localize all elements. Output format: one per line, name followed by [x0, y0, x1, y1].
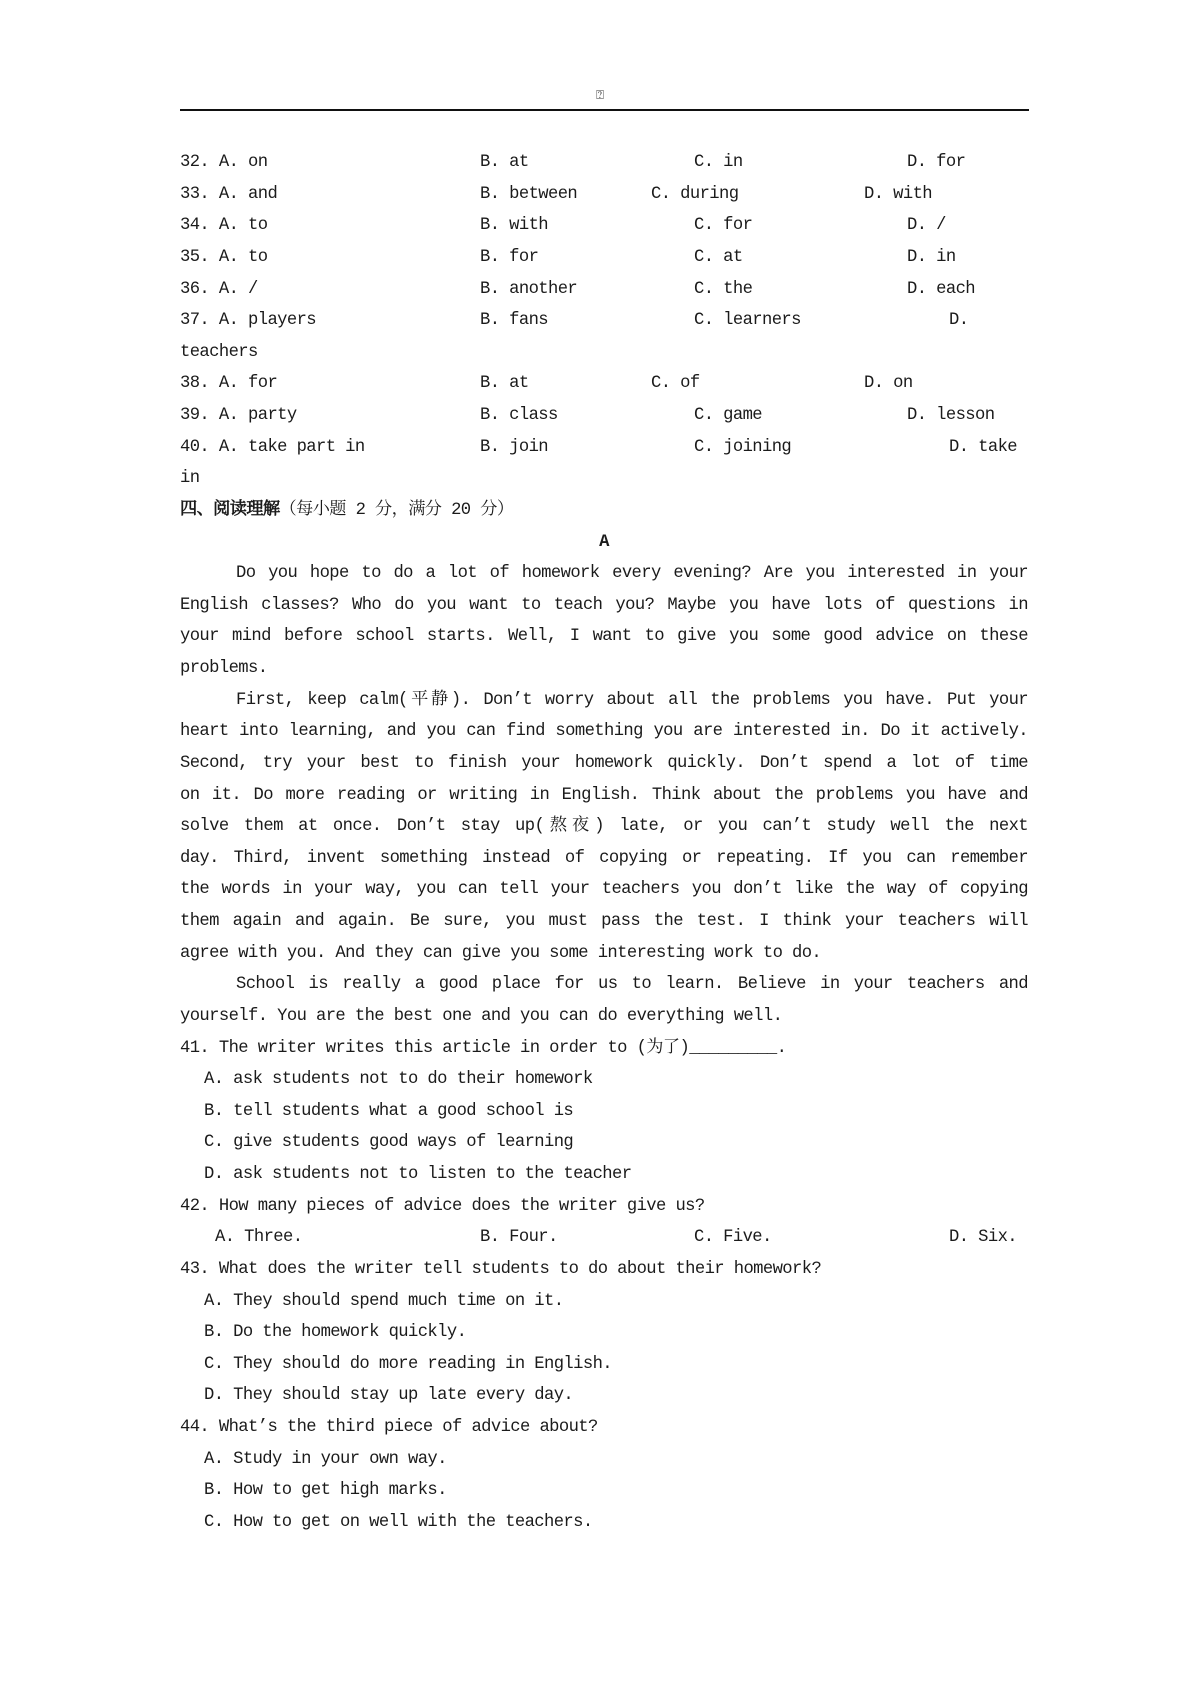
cloze-row-39 — [180, 400, 1028, 432]
question-number: 37. — [180, 311, 210, 331]
option-c: C. for — [694, 216, 753, 236]
answer-options-row — [180, 1222, 1028, 1254]
cloze-row-34 — [180, 210, 1028, 242]
question-stem: What’s the third piece of advice about? — [218, 1418, 598, 1437]
option-d: D. each — [907, 279, 975, 299]
document-body — [180, 147, 1028, 1539]
paragraph-line: English classes? Who do you want to teach you? Maybe you have lots of questions in — [180, 595, 1028, 615]
question-stem: What does the writer tell students to do about their homework? — [218, 1259, 822, 1279]
question-number: 43. — [180, 1259, 210, 1279]
question-stem: How many pieces of advice does the writer give us? — [218, 1196, 705, 1216]
option-b: B. class — [480, 406, 558, 425]
question-number: 42. — [180, 1196, 210, 1216]
paragraph-line: day. Third, invent something instead of copying or repeating. If you can remember — [180, 848, 1028, 868]
option-a: A. on — [218, 153, 268, 172]
option-b: B. between — [480, 184, 578, 204]
paragraph-line: problems. — [180, 659, 268, 678]
question-44 — [180, 1412, 1028, 1444]
cloze-row-40-wrap — [180, 463, 1028, 495]
question-number: 40. — [180, 437, 210, 457]
option-c: C. game — [694, 406, 762, 425]
cloze-row-36 — [180, 274, 1028, 306]
passage-title: A — [599, 532, 609, 552]
answer-option: A. Three. — [215, 1228, 303, 1248]
cloze-row-32 — [180, 147, 1028, 179]
option-c: C. in — [694, 153, 743, 172]
option-a: A. to — [218, 247, 268, 267]
option-a: A. party — [218, 406, 297, 425]
answer-option: A. Study in your own way. — [204, 1449, 447, 1469]
paragraph-line: them again and again. Be sure, you must pass the test. I think your teachers will — [180, 912, 1028, 931]
question-stem: The writer writes this article in order to (为了)_________. — [218, 1038, 787, 1058]
option-d: D. for — [907, 153, 966, 172]
option-a: A. for — [218, 374, 278, 394]
answer-option: D. They should stay up late every day. — [204, 1386, 574, 1406]
answer-option: C. give students good ways of learning — [204, 1133, 574, 1153]
answer-option: C. They should do more reading in English. — [204, 1354, 612, 1374]
option-a: A. and — [218, 184, 278, 204]
paragraph-line: heart into learning, and you can find something you are interested in. Do it actively. — [180, 722, 1028, 742]
option-a: A. players — [218, 311, 317, 331]
paragraph-line: the words in your way, you can tell your teachers you don’t like the way of copying — [180, 880, 1028, 900]
option-b: B. join — [480, 437, 548, 457]
cloze-row-38 — [180, 368, 1028, 400]
answer-option: A. ask students not to do their homework — [204, 1070, 593, 1090]
question-43 — [180, 1254, 1028, 1286]
answer-option: D. Six. — [949, 1228, 1017, 1248]
option-a: A. / — [218, 279, 258, 299]
option-b: B. at — [480, 153, 529, 172]
paragraph-line: on it. Do more reading or writing in English. Think about the problems you have and — [180, 785, 1028, 805]
answer-option: B. Four. — [480, 1228, 558, 1248]
question-number: 36. — [180, 279, 210, 299]
option-c: C. the — [694, 279, 753, 299]
option-d: D. / — [907, 216, 946, 236]
paragraph-line: Do you hope to do a lot of homework every evening? Are you interested in your — [236, 564, 1028, 584]
option-c: C. joining — [694, 437, 792, 457]
option-b: B. another — [480, 279, 578, 299]
answer-option: C. Five. — [694, 1228, 772, 1248]
cloze-row-35 — [180, 242, 1028, 274]
header-missing-glyph: ⍰ — [596, 88, 604, 103]
question-41 — [180, 1033, 1028, 1065]
question-number: 32. — [180, 153, 210, 172]
option-c: C. learners — [694, 311, 801, 331]
paragraph-line: Second, try your best to finish your homework quickly. Don’t spend a lot of time — [180, 753, 1028, 773]
paragraph-line: solve them at once. Don’t stay up(熬夜) late, or you can’t study well the next — [180, 817, 1028, 837]
option-d-wrapped-text: in — [180, 469, 200, 489]
paragraph-line: your mind before school starts. Well, I want to give you some good advice on these — [180, 627, 1028, 647]
answer-option: C. How to get on well with the teachers. — [204, 1512, 593, 1532]
question-number: 41. — [180, 1038, 210, 1058]
paragraph-line: agree with you. And they can give you some interesting work to do. — [180, 943, 822, 963]
answer-option: B. How to get high marks. — [204, 1481, 447, 1501]
option-d: D. take — [949, 437, 1017, 457]
option-d: D. on — [864, 374, 913, 394]
cloze-row-40 — [180, 432, 1028, 464]
question-number: 35. — [180, 247, 210, 267]
header-rule — [180, 109, 1029, 111]
paragraph-line: First, keep calm(平静). Don’t worry about all the problems you have. Put your — [236, 690, 1028, 710]
answer-option: D. ask students not to listen to the teacher — [204, 1165, 632, 1184]
section-heading — [180, 495, 1028, 527]
question-number: 33. — [180, 184, 210, 204]
question-number: 44. — [180, 1418, 210, 1437]
option-d: D. in — [907, 247, 956, 267]
paragraph-line: School is really a good place for us to learn. Believe in your teachers and — [236, 975, 1028, 995]
question-number: 34. — [180, 216, 210, 236]
option-a: A. to — [218, 216, 268, 236]
option-d: D. with — [864, 184, 932, 204]
question-42 — [180, 1191, 1028, 1223]
option-d-wrapped-text: teachers — [180, 342, 258, 362]
option-b: B. at — [480, 374, 529, 394]
question-number: 39. — [180, 406, 210, 425]
cloze-row-37 — [180, 305, 1028, 337]
option-c: C. at — [694, 247, 743, 267]
answer-option: B. tell students what a good school is — [204, 1101, 574, 1121]
option-c: C. of — [651, 374, 700, 394]
option-a: A. take part in — [218, 437, 365, 457]
section-title: 四、阅读理解 — [180, 500, 280, 520]
cloze-row-37-wrap — [180, 337, 1028, 369]
option-b: B. fans — [480, 311, 548, 331]
option-b: B. with — [480, 216, 548, 236]
answer-option: A. They should spend much time on it. — [204, 1291, 564, 1311]
option-b: B. for — [480, 247, 539, 267]
question-number: 38. — [180, 374, 210, 394]
section-scoring-note: （每小题 2 分，满分 20 分） — [279, 500, 514, 520]
option-c: C. during — [651, 184, 739, 204]
answer-option: B. Do the homework quickly. — [204, 1323, 467, 1343]
paragraph-line: yourself. You are the best one and you can do everything well. — [180, 1006, 783, 1026]
option-d: D. — [949, 311, 969, 331]
cloze-row-33 — [180, 179, 1028, 211]
option-d: D. lesson — [907, 406, 995, 425]
